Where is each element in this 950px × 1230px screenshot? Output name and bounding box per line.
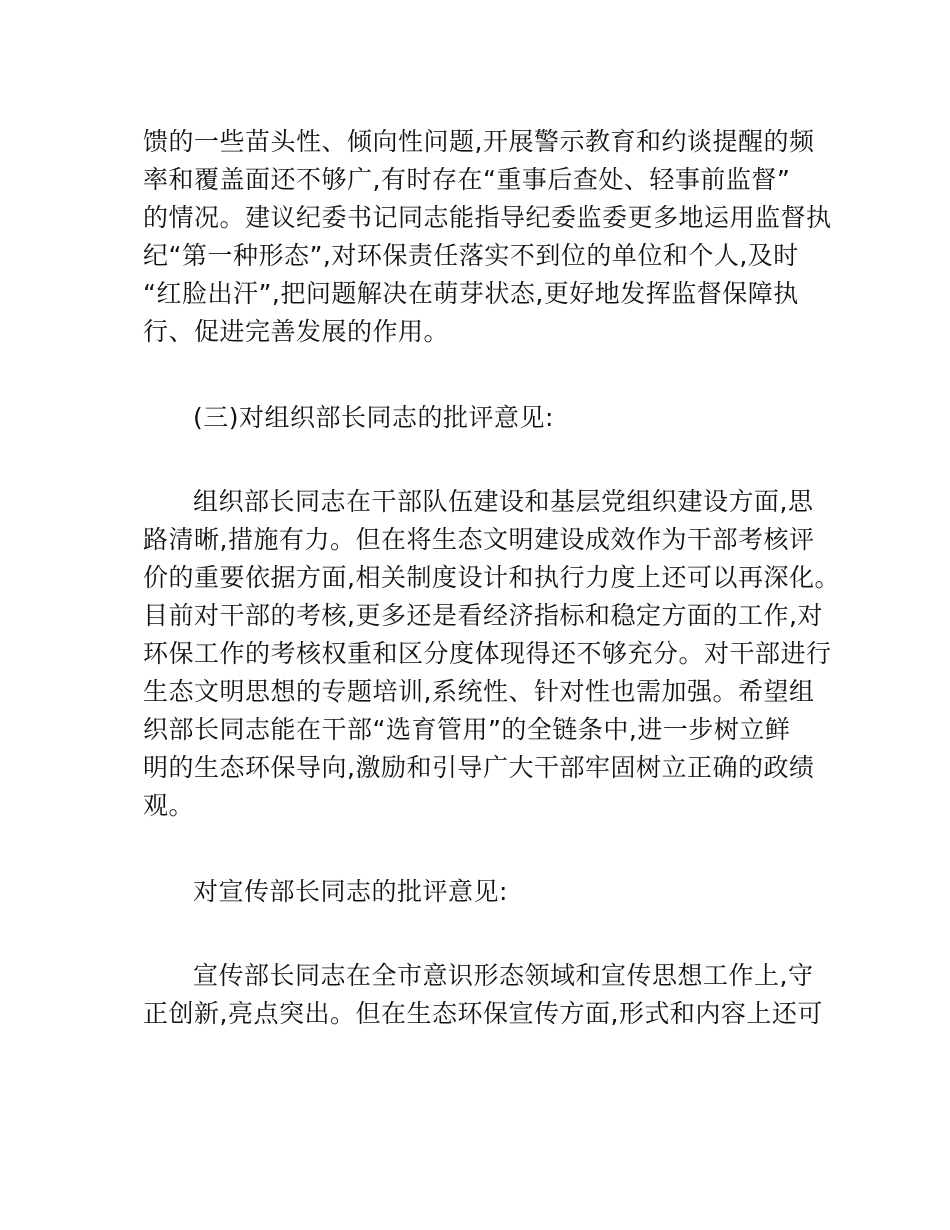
paragraph-line: “红脸出汗”,把问题解决在萌芽状态,更好地发挥监督保障执 bbox=[143, 279, 799, 308]
section-heading-publicity: 对宣传部长同志的批评意见: bbox=[193, 877, 508, 906]
paragraph-line: 织部长同志能在干部“选育管用”的全链条中,进一步树立鲜 bbox=[143, 715, 791, 744]
paragraph-line: 环保工作的考核权重和区分度体现得还不够充分。对干部进行 bbox=[143, 639, 832, 668]
paragraph-line: 馈的一些苗头性、倾向性问题,开展警示教育和约谈提醒的频 bbox=[143, 127, 815, 156]
paragraph-line: 率和覆盖面还不够广,有时存在“重事后查处、轻事前监督” bbox=[143, 165, 791, 194]
paragraph-line: 路清晰,措施有力。但在将生态文明建设成效作为干部考核评 bbox=[143, 525, 815, 554]
paragraph-line: 观。 bbox=[143, 791, 195, 820]
paragraph-line: 组织部长同志在干部队伍建设和基层党组织建设方面,思 bbox=[193, 487, 814, 516]
paragraph-line: 明的生态环保导向,激励和引导广大干部牢固树立正确的政绩 bbox=[143, 753, 815, 782]
paragraph-line: 行、促进完善发展的作用。 bbox=[143, 317, 450, 346]
paragraph-line: 纪“第一种形态”,对环保责任落实不到位的单位和个人,及时 bbox=[143, 241, 799, 270]
section-heading-organization: (三)对组织部长同志的批评意见: bbox=[193, 403, 554, 432]
paragraph-line: 的情况。建议纪委书记同志能指导纪委监委更多地运用监督执 bbox=[143, 203, 832, 232]
paragraph-line: 目前对干部的考核,更多还是看经济指标和稳定方面的工作,对 bbox=[143, 601, 823, 630]
paragraph-line: 价的重要依据方面,相关制度设计和执行力度上还可以再深化。 bbox=[143, 563, 840, 592]
paragraph-line: 宣传部长同志在全市意识形态领域和宣传思想工作上,守 bbox=[193, 961, 814, 990]
paragraph-line: 生态文明思想的专题培训,系统性、针对性也需加强。希望组 bbox=[143, 677, 815, 706]
paragraph-line: 正创新,亮点突出。但在生态环保宣传方面,形式和内容上还可 bbox=[143, 999, 823, 1028]
